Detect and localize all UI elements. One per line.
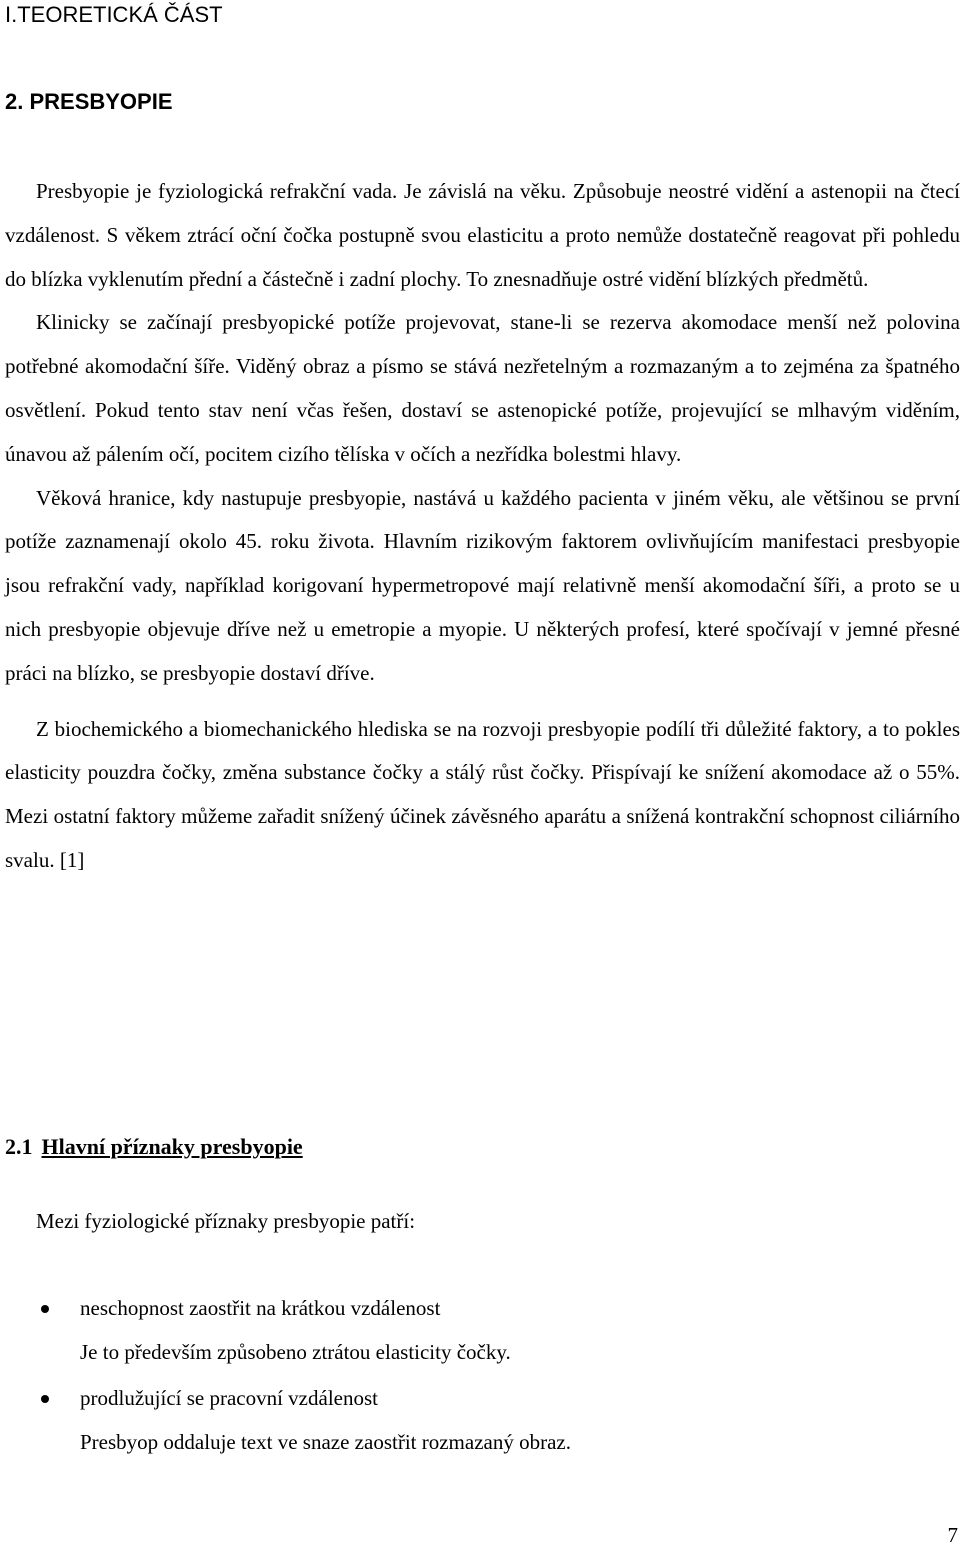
page-number: 7 (947, 1523, 958, 1547)
paragraph-biomechanics: Z biochemického a biomechanického hlediska se na rozvoji presbyopie podílí tři důležité faktory, a to pokles elasticity pouzdra čočky, změna substance čočky a stálý růst čočky. Přispívají ke snížení akomodace až o 55%. Mezi ostatní faktory můžeme zařadit snížený účinek závěsného aparátu a snížená kontrakční schopnost ciliárního svalu. [1] (5, 716, 960, 872)
running-header: I.TEORETICKÁ ČÁST (5, 2, 223, 27)
chapter-body (5, 170, 960, 883)
symptom-description: Presbyop oddaluje text ve snaze zaostřit rozmazaný obraz. (80, 1430, 571, 1454)
symptom-title: neschopnost zaostřit na krátkou vzdálenost (80, 1296, 441, 1320)
bullet-icon (41, 1305, 49, 1313)
chapter-heading: 2. PRESBYOPIE (5, 89, 173, 114)
paragraph-age-threshold: Věková hranice, kdy nastupuje presbyopie, nastává u každého pacienta v jiném věku, ale většinou se první potíže zaznamenají okolo 45. roku života. Hlavním rizikovým faktorem ovlivňujícím manifestaci presbyopie jsou refrakční vady, například korigovaní hypermetropové mají relativně menší akomodační šíři, a proto se u nich presbyopie objevuje dříve než u emetropie a myopie. U některých profesí, které spočívají v jemné přesné práci na blízko, se presbyopie dostaví dříve. (5, 485, 960, 685)
section-number: 2.1 (5, 1134, 33, 1159)
bullet-icon (41, 1395, 49, 1403)
symptom-list (0, 1293, 955, 1457)
paragraph-definition: Presbyopie je fyziologická refrakční vada. Je závislá na věku. Způsobuje neostré vidění a astenopii na čtecí vzdálenost. S věkem ztrácí oční čočka postupně svou elasticitu a proto nemůže dostatečně reagovat při pohledu do blízka vyklenutím přední a částečně i zadní plochy. To znesnadňuje ostré vidění blízkých předmětů. (5, 179, 960, 291)
section-intro: Mezi fyziologické příznaky presbyopie patří: (36, 1209, 416, 1233)
section-title: Hlavní příznaky presbyopie (41, 1134, 303, 1159)
section-heading (5, 1132, 303, 1162)
list-item (0, 1383, 955, 1457)
symptom-description: Je to především způsobeno ztrátou elasticity čočky. (80, 1340, 511, 1364)
symptom-title: prodlužující se pracovní vzdálenost (80, 1386, 378, 1410)
list-item (0, 1293, 955, 1367)
paragraph-clinical-symptoms: Klinicky se začínají presbyopické potíže projevovat, stane-li se rezerva akomodace menší než polovina potřebné akomodační šíře. Viděný obraz a písmo se stává nezřetelným a rozmazaným a to zejména za špatného osvětlení. Pokud tento stav není včas řešen, dostaví se astenopické potíže, projevující se mlhavým viděním, únavou až pálením očí, pocitem cizího tělíska v očích a nezřídka bolestmi hlavy. (5, 310, 960, 466)
